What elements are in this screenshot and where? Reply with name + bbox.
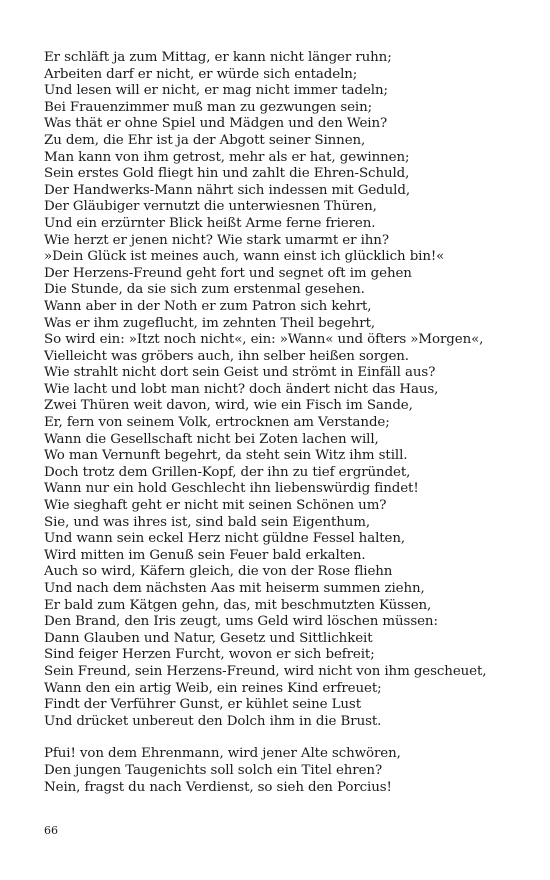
verse-line: Wie lacht und lobt man nicht? doch ändert nicht das Haus, bbox=[44, 381, 439, 397]
verse-line: Die Stunde, da sie sich zum erstenmal gesehen. bbox=[44, 282, 365, 298]
verse-line: Den jungen Taugenichts soll solch ein Titel ehren? bbox=[44, 762, 383, 778]
verse-line: Wird mitten im Genuß sein Feuer bald erkalten. bbox=[44, 547, 366, 563]
verse-line: Und ein erzürnter Blick heißt Arme ferne frieren. bbox=[44, 215, 376, 231]
stanza bbox=[44, 50, 524, 730]
verse-line: Nein, fragst du nach Verdienst, so sieh den Porcius! bbox=[44, 779, 392, 795]
verse-line: Wann den ein artig Weib, ein reines Kind erfreuet; bbox=[44, 680, 382, 696]
verse-line: Sie, und was ihres ist, sind bald sein Eigenthum, bbox=[44, 514, 371, 530]
verse-line: Zwei Thüren weit davon, wird, wie ein Fisch im Sande, bbox=[44, 398, 413, 414]
verse-line: Pfui! von dem Ehrenmann, wird jener Alte schwören, bbox=[44, 746, 401, 762]
verse-line: Was thät er ohne Spiel und Mädgen und den Wein? bbox=[44, 116, 388, 132]
verse-line: Wann aber in der Noth er zum Patron sich kehrt, bbox=[44, 298, 372, 314]
verse-line: Wie strahlt nicht dort sein Geist und strömt in Einfäll aus? bbox=[44, 365, 436, 381]
verse-line: Er schläft ja zum Mittag, er kann nicht länger ruhn; bbox=[44, 50, 392, 65]
verse-line: Er bald zum Kätgen gehn, das, mit beschmutzten Küssen, bbox=[44, 597, 432, 613]
verse-line: Sind feiger Herzen Furcht, wovon er sich befreit; bbox=[44, 647, 375, 663]
page-number: 66 bbox=[44, 824, 58, 837]
verse-line: Vielleicht was gröbers auch, ihn selber heißen sorgen. bbox=[44, 348, 409, 364]
verse-line: Dann Glauben und Natur, Gesetz und Sittlichkeit bbox=[44, 630, 373, 646]
verse-line: Man kann von ihm getrost, mehr als er hat, gewinnen; bbox=[44, 149, 410, 165]
verse-line: Der Herzens-Freund geht fort und segnet oft im gehen bbox=[44, 265, 412, 281]
verse-line: Und wann sein eckel Herz nicht güldne Fessel halten, bbox=[44, 531, 406, 547]
verse-line: Wie herzt er jenen nicht? Wie stark umarmt er ihn? bbox=[44, 232, 389, 248]
verse-line: Der Handwerks-Mann nährt sich indessen mit Geduld, bbox=[44, 182, 410, 198]
verse-line: »Dein Glück ist meines auch, wann einst ich glücklich bin!« bbox=[44, 249, 445, 265]
verse-line: Der Gläubiger vernutzt die unterwiesnen Thüren, bbox=[44, 199, 377, 215]
verse-line: Sein erstes Gold fliegt hin und zahlt die Ehren-Schuld, bbox=[44, 166, 410, 182]
verse-line: So wird ein: »Itzt noch nicht«, ein: »Wann« und öfters »Morgen«, bbox=[44, 332, 484, 348]
verse-line: Doch trotz dem Grillen-Kopf, der ihn zu tief ergründet, bbox=[44, 464, 411, 480]
verse-line: Findt der Verführer Gunst, er kühlet seine Lust bbox=[44, 697, 361, 713]
verse-line: Bei Frauenzimmer muß man zu gezwungen sein; bbox=[44, 99, 373, 115]
verse-line: Und nach dem nächsten Aas mit heiserm summen ziehn, bbox=[44, 581, 425, 596]
verse-line: Was er ihm zugeflucht, im zehnten Theil begehrt, bbox=[44, 315, 376, 331]
verse-line: Sein Freund, sein Herzens-Freund, wird nicht von ihm gescheuet, bbox=[44, 663, 487, 679]
verse-line: Arbeiten darf er nicht, er würde sich entadeln; bbox=[44, 66, 358, 82]
verse-line: Wie sieghaft geht er nicht mit seinen Schönen um? bbox=[44, 498, 387, 514]
verse-line: Auch so wird, Käfern gleich, die von der Rose fliehn bbox=[44, 564, 393, 580]
verse-line: Wo man Vernunft begehrt, da steht sein Witz ihm still. bbox=[44, 448, 408, 464]
poem-body bbox=[44, 50, 524, 796]
verse-line: Er, fern von seinem Volk, ertrocknen am Verstande; bbox=[44, 415, 390, 431]
stanza bbox=[44, 746, 524, 796]
verse-line: Und drücket unbereut den Dolch ihm in die Brust. bbox=[44, 713, 382, 729]
verse-line: Wann die Gesellschaft nicht bei Zoten lachen will, bbox=[44, 431, 379, 447]
verse-line: Den Brand, den Iris zeugt, ums Geld wird löschen müssen: bbox=[44, 614, 438, 630]
verse-line: Zu dem, die Ehr ist ja der Abgott seiner Sinnen, bbox=[44, 132, 366, 148]
verse-line: Wann nur ein hold Geschlecht ihn liebenswürdig findet! bbox=[44, 481, 419, 497]
verse-line: Und lesen will er nicht, er mag nicht immer tadeln; bbox=[44, 83, 388, 99]
